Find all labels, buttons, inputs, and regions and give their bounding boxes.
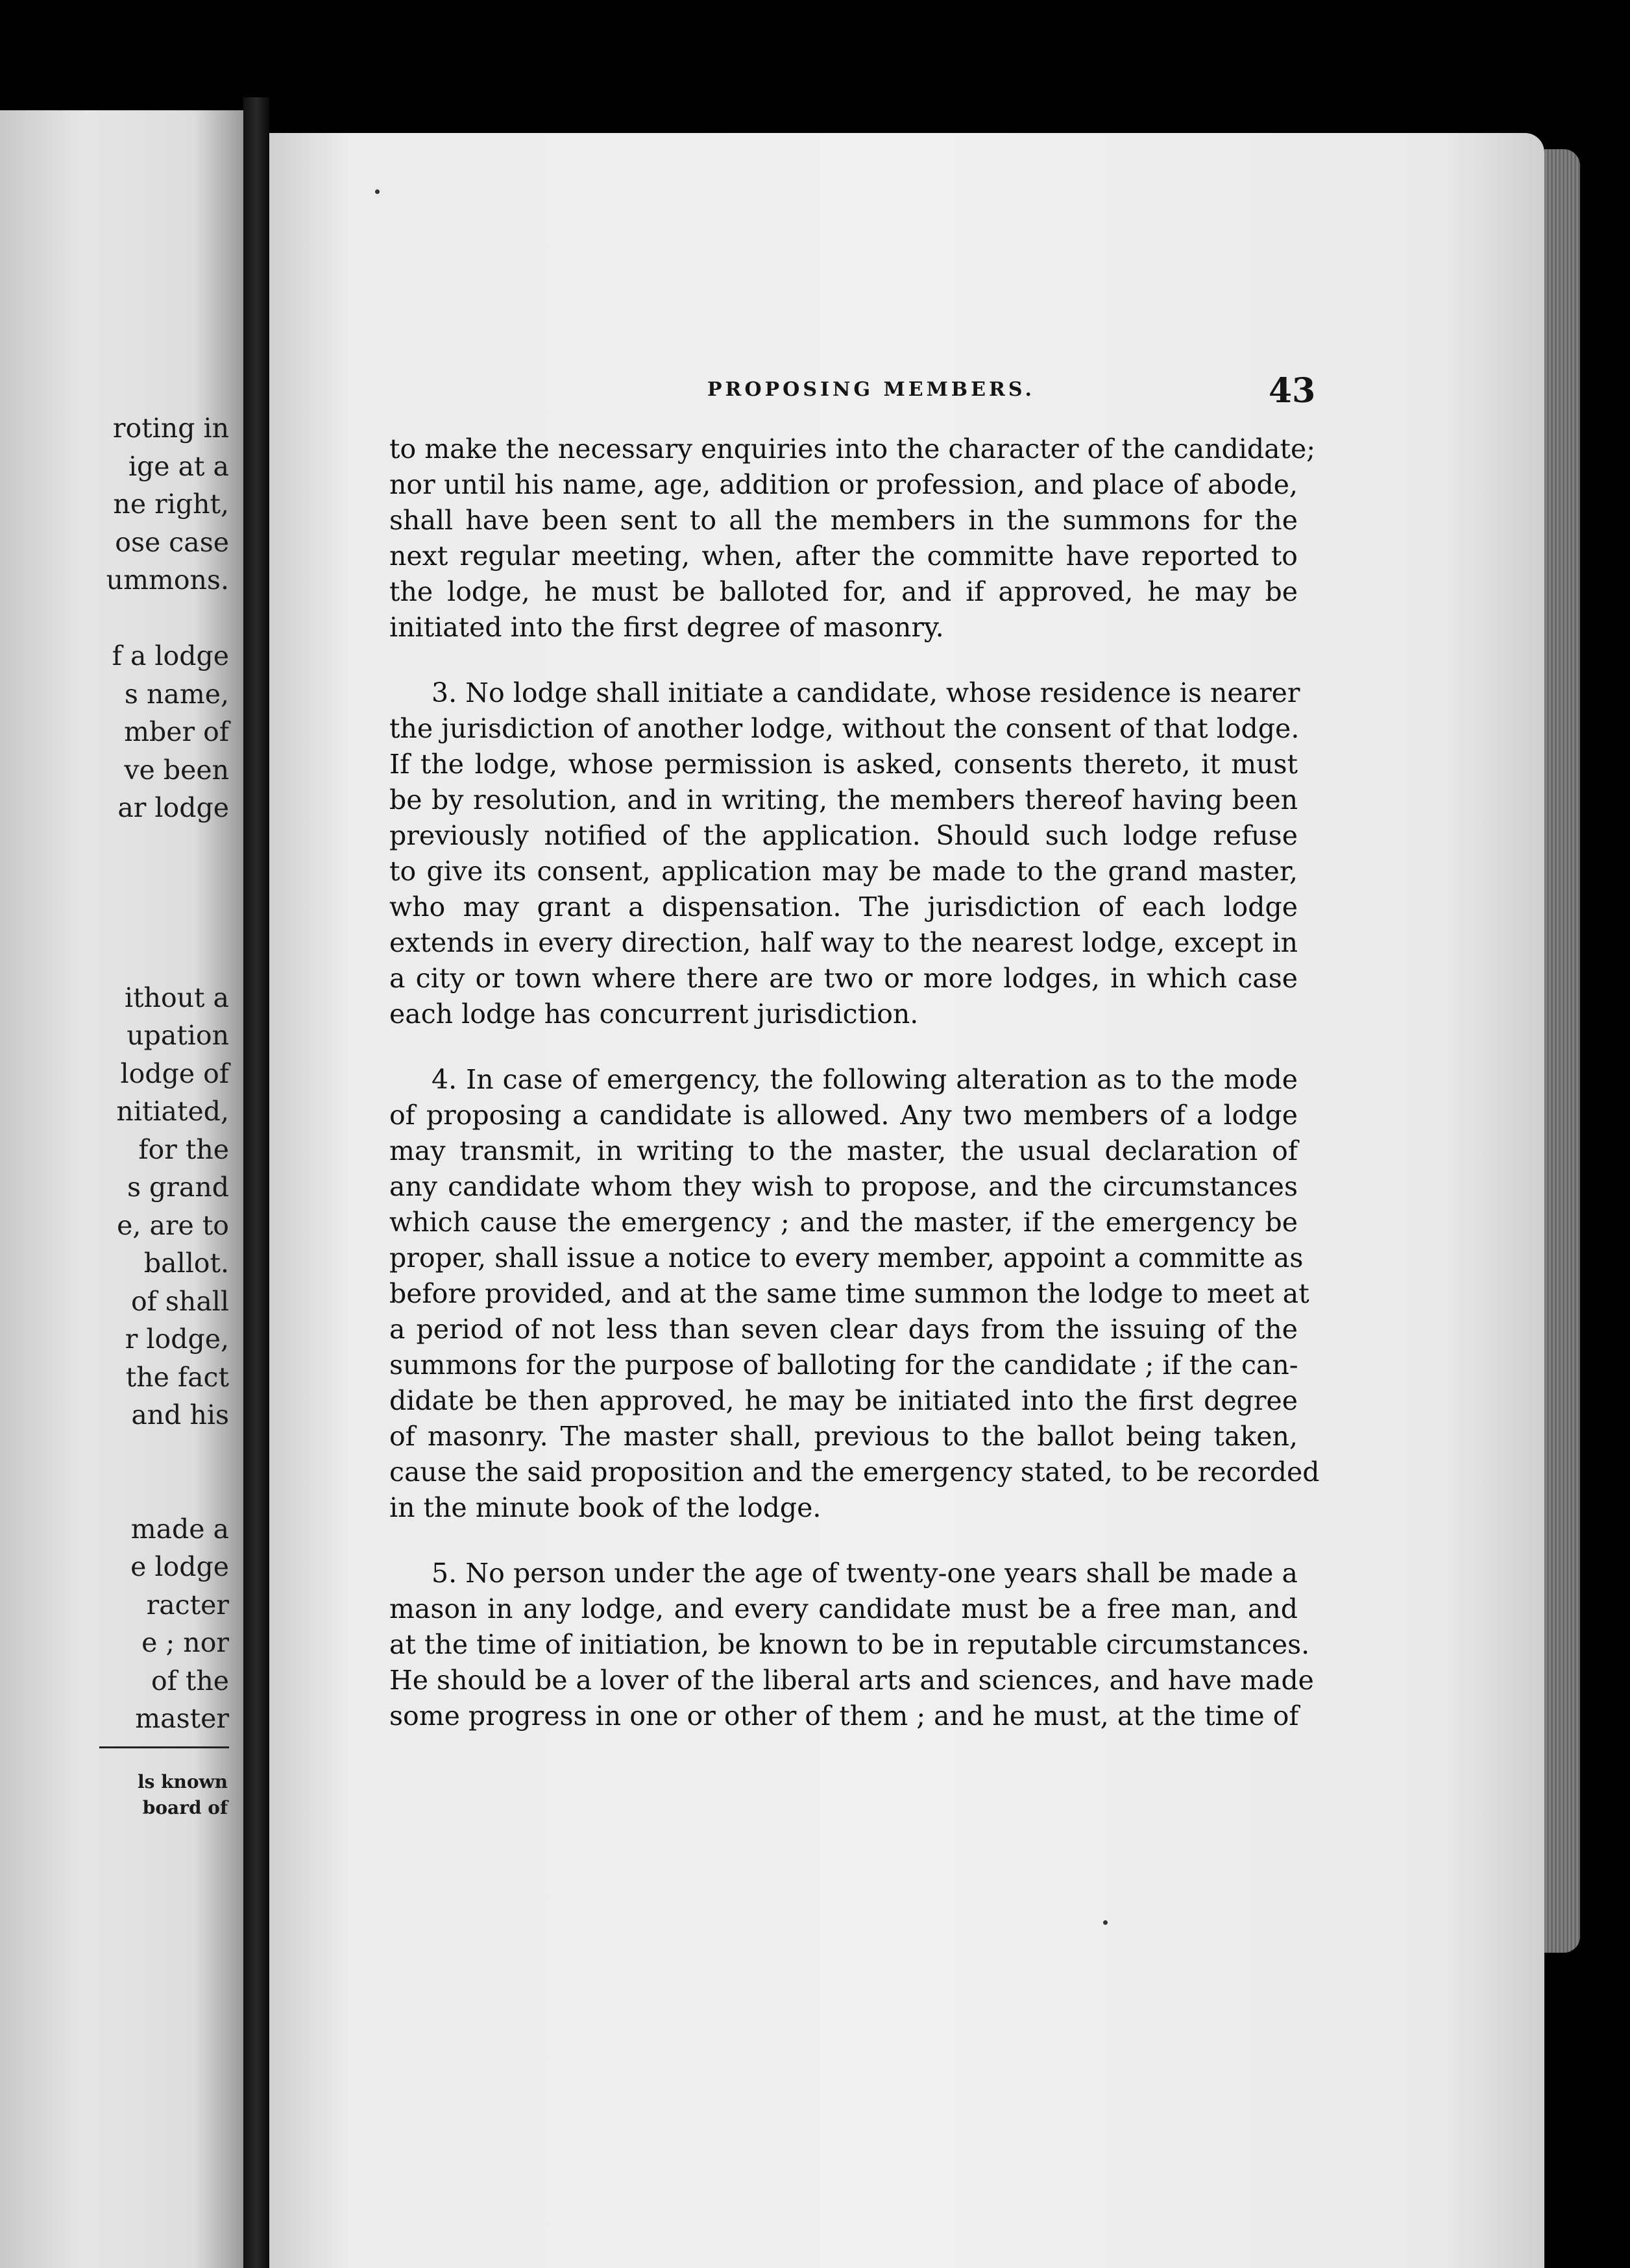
left-page-line: upation <box>127 1020 229 1051</box>
text-line: next regular meeting, when, after the committe have reported to <box>389 540 1298 572</box>
text-line: any candidate whom they wish to propose, and the circumstances <box>389 1171 1298 1202</box>
left-page-line: e lodge <box>130 1551 229 1582</box>
text-line: summons for the purpose of balloting for the candidate ; if the can- <box>389 1349 1298 1381</box>
text-line: be by resolution, and in writing, the members thereof having been <box>389 784 1298 815</box>
left-page-line: ose case <box>115 526 229 558</box>
text-line: which cause the emergency ; and the master, if the emergency be <box>389 1207 1298 1238</box>
left-page-line: master <box>135 1703 229 1734</box>
ink-speck <box>375 189 380 194</box>
text-line: before provided, and at the same time summon the lodge to meet at <box>389 1278 1309 1309</box>
text-line: the lodge, he must be balloted for, and if approved, he may be <box>389 576 1298 607</box>
left-page-line: roting in <box>112 413 229 444</box>
text-line: at the time of initiation, be known to be in reputable circumstances. <box>389 1629 1310 1660</box>
paragraph <box>389 1556 1314 1734</box>
page-number: 43 <box>1269 371 1316 411</box>
text-line: of masonry. The master shall, previous to the ballot being taken, <box>389 1421 1298 1452</box>
text-line: extends in every direction, half way to the nearest lodge, except in <box>389 927 1298 958</box>
left-page-line: ithout a <box>124 982 229 1013</box>
book-gutter <box>243 97 269 2268</box>
left-page-line: nitiated, <box>116 1096 229 1127</box>
body-text <box>389 431 1320 1734</box>
running-head: PROPOSING MEMBERS. <box>707 378 1035 401</box>
left-page-line: and his <box>131 1399 229 1430</box>
left-page-line: s name, <box>124 678 229 710</box>
left-page-line: of the <box>151 1665 229 1696</box>
paragraph-gap <box>389 645 1298 675</box>
text-line: proper, shall issue a notice to every member, appoint a committe as <box>389 1242 1304 1273</box>
left-page <box>0 110 243 2268</box>
paragraph <box>389 431 1316 645</box>
text-line: shall have been sent to all the members in the summons for the <box>389 505 1298 536</box>
paragraph <box>389 1062 1320 1526</box>
left-page-line: made a <box>130 1513 229 1545</box>
left-page-line: racter <box>146 1589 229 1621</box>
text-line: mason in any lodge, and every candidate must be a free man, and <box>389 1593 1298 1624</box>
left-page-line: for the <box>138 1133 229 1165</box>
left-page-line: s grand <box>127 1172 229 1203</box>
left-page-line: lodge of <box>120 1057 229 1089</box>
paragraph-gap <box>389 1526 1298 1556</box>
paragraph-gap <box>389 1032 1298 1062</box>
left-page-line: ne right, <box>113 489 229 520</box>
text-line: 4. In case of emergency, the following alteration as to the mode <box>432 1064 1298 1095</box>
text-line: He should be a lover of the liberal arts and sciences, and have made <box>389 1665 1314 1696</box>
ink-speck <box>1103 1920 1108 1925</box>
left-footnote-line: board of <box>142 1797 228 1818</box>
left-page-line: of shall <box>130 1285 229 1317</box>
left-page-line: f a lodge <box>112 640 229 671</box>
text-line: each lodge has concurrent jurisdiction. <box>389 998 919 1030</box>
footnote-rule <box>99 1746 229 1748</box>
left-page-line: ige at a <box>128 450 229 482</box>
text-line: nor until his name, age, addition or profession, and place of abode, <box>389 469 1298 500</box>
text-line: didate be then approved, he may be initiated into the first degree <box>389 1385 1298 1416</box>
left-page-line: ummons. <box>106 564 229 596</box>
text-line: the jurisdiction of another lodge, without the consent of that lodge. <box>389 713 1300 744</box>
text-line: 5. No person under the age of twenty-one years shall be made a <box>432 1558 1298 1589</box>
text-line: previously notified of the application. Should such lodge refuse <box>389 820 1298 851</box>
text-line: of proposing a candidate is allowed. Any two members of a lodge <box>389 1100 1298 1131</box>
page-edge <box>1544 149 1580 1953</box>
text-line: may transmit, in writing to the master, the usual declaration of <box>389 1135 1298 1166</box>
left-page-line: r lodge, <box>125 1323 229 1355</box>
text-line: a city or town where there are two or more lodges, in which case <box>389 963 1298 994</box>
left-page-line: mber of <box>124 716 229 747</box>
text-line: 3. No lodge shall initiate a candidate, whose residence is nearer <box>432 677 1300 708</box>
text-line: initiated into the first degree of masonry. <box>389 612 944 643</box>
left-page-line: ve been <box>124 754 229 786</box>
left-page-line: ar lodge <box>117 792 229 823</box>
left-page-line: ballot. <box>143 1248 229 1279</box>
text-line: in the minute book of the lodge. <box>389 1492 821 1523</box>
text-line: to give its consent, application may be made to the grand master, <box>389 856 1298 887</box>
text-line: some progress in one or other of them ; and he must, at the time of <box>389 1700 1299 1731</box>
text-line: a period of not less than seven clear days from the issuing of the <box>389 1314 1298 1345</box>
text-line: to make the necessary enquiries into the character of the candidate; <box>389 433 1316 464</box>
text-line: who may grant a dispensation. The jurisdiction of each lodge <box>389 891 1298 923</box>
paragraph <box>389 675 1298 1032</box>
left-footnote-line: ls known <box>137 1771 228 1792</box>
text-line: cause the said proposition and the emergency stated, to be recorded <box>389 1456 1320 1488</box>
left-page-line: e, are to <box>117 1209 229 1241</box>
text-line: If the lodge, whose permission is asked, consents thereto, it must <box>389 749 1298 780</box>
left-page-line: e ; nor <box>141 1627 229 1658</box>
left-page-line: the fact <box>125 1361 229 1393</box>
